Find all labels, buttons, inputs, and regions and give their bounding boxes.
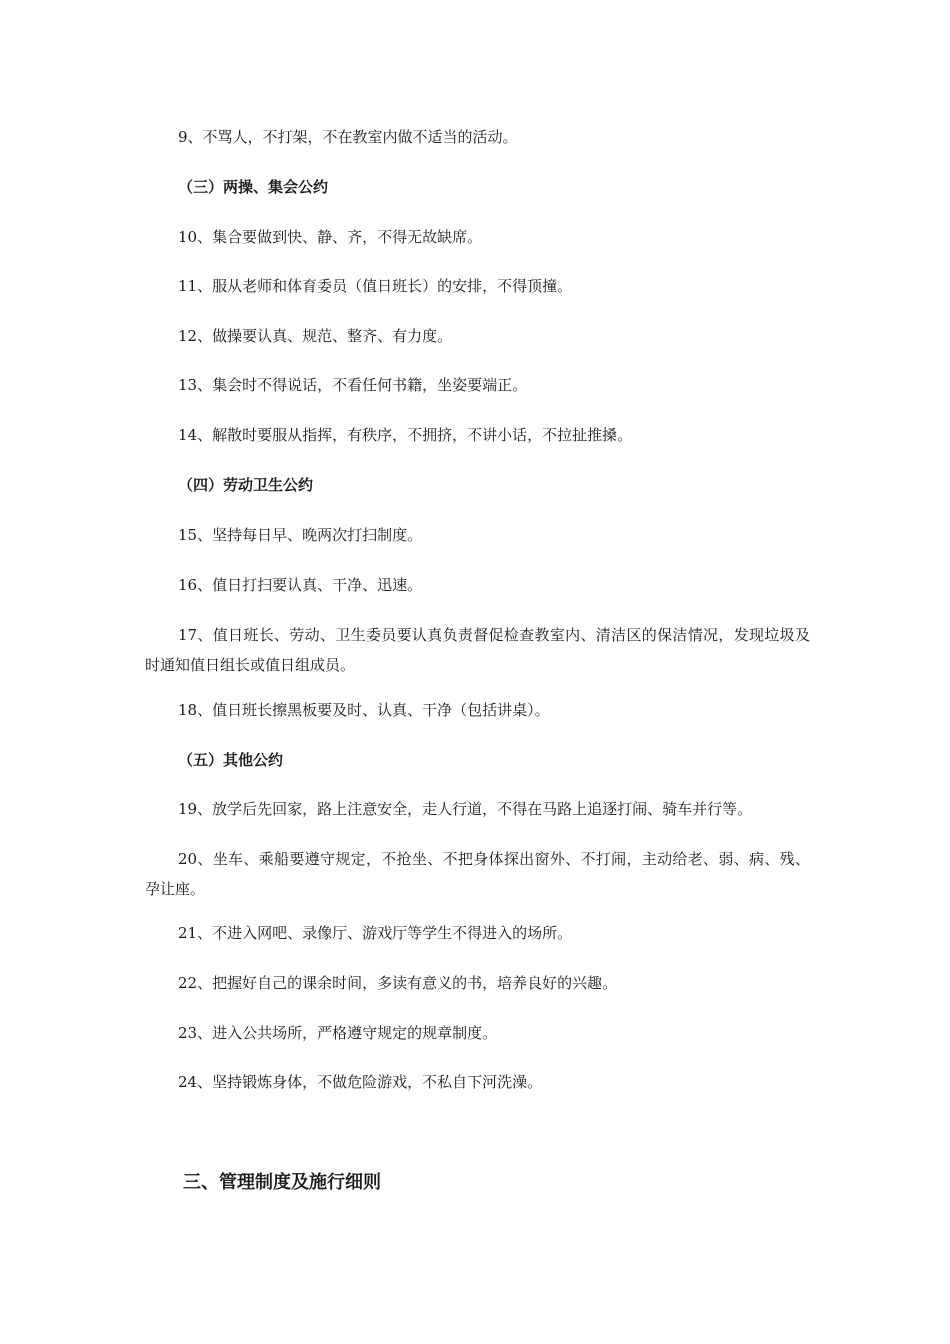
subsection-heading-3: （三）两操、集会公约 — [178, 178, 329, 196]
rule-item-21: 21、不进入网吧、录像厅、游戏厅等学生不得进入的场所。 — [178, 924, 573, 942]
rule-item-13: 13、集会时不得说话，不看任何书籍，坐姿要端正。 — [178, 376, 528, 394]
rule-item-16: 16、值日打扫要认真、干净、迅速。 — [178, 576, 423, 594]
rule-item-10: 10、集合要做到快、静、齐，不得无故缺席。 — [178, 228, 483, 246]
rule-item-14: 14、解散时要服从指挥，有秩序，不拥挤，不讲小话，不拉扯推搡。 — [178, 426, 633, 444]
rule-item-17: 17、值日班长、劳动、卫生委员要认真负责督促检查教室内、清洁区的保洁情况，发现垃圾及时通知值日组长或值日组成员。 — [145, 626, 810, 674]
subsection-heading-5: （五）其他公约 — [178, 751, 284, 769]
rule-item-18: 18、值日班长擦黑板要及时、认真、干净（包括讲桌）。 — [178, 701, 550, 719]
rule-item-15: 15、坚持每日早、晚两次打扫制度。 — [178, 526, 423, 544]
section-heading: 三、管理制度及施行细则 — [183, 1172, 381, 1193]
subsection-heading-4: （四）劳动卫生公约 — [178, 476, 314, 494]
rule-item-11: 11、服从老师和体育委员（值日班长）的安排，不得顶撞。 — [178, 277, 573, 295]
rule-item-23: 23、进入公共场所，严格遵守规定的规章制度。 — [178, 1024, 498, 1042]
rule-item-19: 19、放学后先回家，路上注意安全，走人行道，不得在马路上追逐打闹、骑车并行等。 — [178, 800, 753, 818]
rule-item-24: 24、坚持锻炼身体，不做危险游戏，不私自下河洗澡。 — [178, 1073, 543, 1091]
rule-item-12: 12、做操要认真、规范、整齐、有力度。 — [178, 327, 453, 345]
rule-item-9: 9、不骂人，不打架，不在教室内做不适当的活动。 — [178, 128, 518, 146]
rule-item-22: 22、把握好自己的课余时间，多读有意义的书，培养良好的兴趣。 — [178, 974, 618, 992]
rule-item-20: 20、坐车、乘船要遵守规定，不抢坐、不把身体探出窗外、不打闹，主动给老、弱、病、残、孕让座。 — [145, 850, 810, 898]
